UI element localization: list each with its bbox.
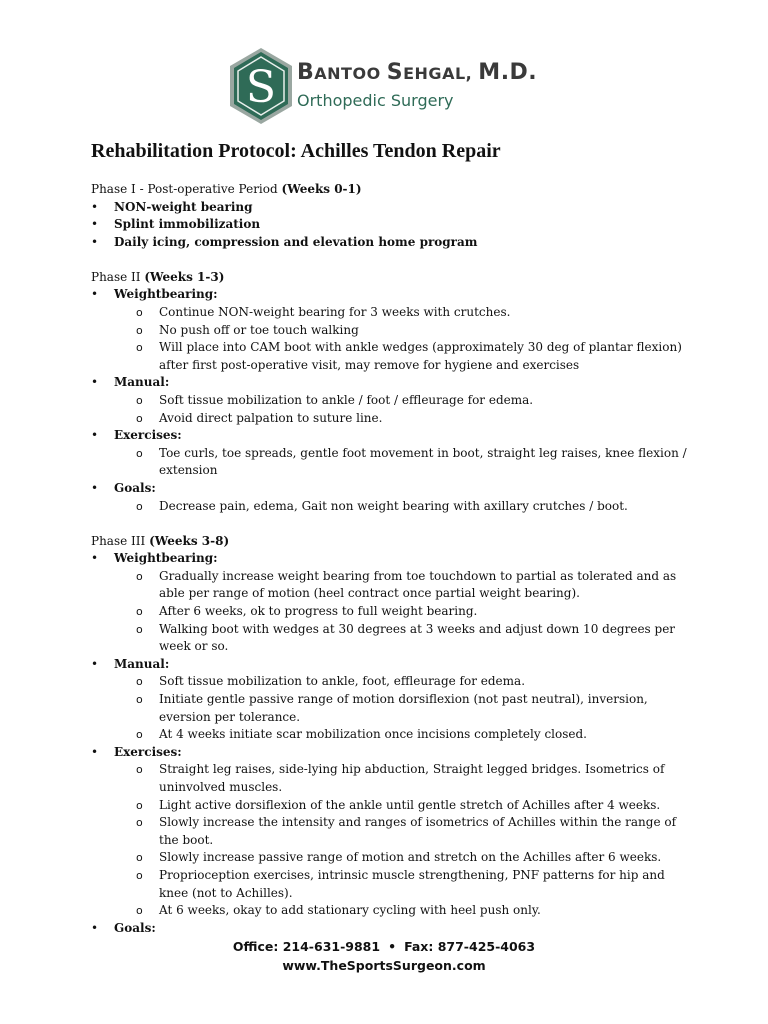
section-gap <box>91 251 691 269</box>
sub-bullet-marker: o <box>136 693 143 707</box>
footer-contact <box>0 939 768 954</box>
sub-bullet-item <box>91 691 691 726</box>
sub-bullet-item <box>91 761 691 796</box>
sub-bullet-item <box>91 568 691 603</box>
sub-bullet-text: Decrease pain, edema, Gait non weight bearing with axillary crutches / boot. <box>159 498 628 513</box>
sub-bullet-text: No push off or toe touch walking <box>159 322 359 337</box>
practice-logo <box>229 47 549 127</box>
logo-monogram: S <box>245 62 277 113</box>
sub-bullet-marker: o <box>136 605 143 619</box>
fax-number: Fax: 877-425-4063 <box>404 939 536 954</box>
bullet-item: • Manual: <box>91 656 691 674</box>
footer-website: www.TheSportsSurgeon.com <box>282 958 486 973</box>
sub-bullet-item <box>91 392 691 410</box>
phase-heading-text: Phase III <box>91 533 146 548</box>
phase-heading <box>91 269 691 287</box>
footer-separator: • <box>388 939 397 954</box>
sub-bullet-item <box>91 726 691 744</box>
sub-bullet-marker: o <box>136 411 143 425</box>
name-rest-1: ANTOO <box>314 64 381 83</box>
sub-bullet-item <box>91 445 691 480</box>
sub-bullet-item <box>91 498 691 516</box>
sub-bullet-text: Light active dorsiflexion of the ankle until gentle stretch of Achilles after 4 weeks. <box>159 797 661 812</box>
protocol-content <box>91 181 691 937</box>
document-title: Rehabilitation Protocol: Achilles Tendon Repair <box>91 140 501 162</box>
bullet-item: • Goals: <box>91 480 691 498</box>
sub-bullet-item <box>91 814 691 849</box>
sub-bullet-marker: o <box>136 868 143 882</box>
name-initial-1: B <box>297 60 315 85</box>
name-initial-2: S <box>386 60 404 85</box>
sub-bullet-marker: o <box>136 851 143 865</box>
sub-bullet-marker: o <box>136 499 143 513</box>
sub-bullet-marker: o <box>136 394 143 408</box>
sub-bullet-text: Toe curls, toe spreads, gentle foot movement in boot, straight leg raises, knee flexion / extension <box>159 445 687 478</box>
bullet-item: • Manual: <box>91 374 691 392</box>
sub-bullet-item <box>91 339 691 374</box>
sub-bullet-item <box>91 673 691 691</box>
sub-bullet-marker: o <box>136 622 143 636</box>
bullet-item: • Exercises: <box>91 744 691 762</box>
bullet-item: • Goals: <box>91 920 691 938</box>
sub-bullet-marker: o <box>136 816 143 830</box>
hexagon-monogram-icon <box>229 47 293 125</box>
sub-bullet-text: Walking boot with wedges at 30 degrees at 3 weeks and adjust down 10 degrees per week or so. <box>159 621 676 654</box>
sub-bullet-text: Gradually increase weight bearing from toe touchdown to partial as tolerated and as able per range of motion (heel contract once partial weight bearing). <box>159 568 677 601</box>
bullet-item: • Weightbearing: <box>91 286 691 304</box>
bullet-item: • Daily icing, compression and elevation home program <box>91 234 691 252</box>
sub-bullet-text: Soft tissue mobilization to ankle / foot / effleurage for edema. <box>159 393 534 408</box>
phase-heading-text: Phase I - Post-operative Period <box>91 182 278 196</box>
sub-bullet-text: At 4 weeks initiate scar mobilization once incisions completely closed. <box>159 727 587 742</box>
sub-bullet-marker: o <box>136 341 143 355</box>
phase-weeks: (Weeks 3-8) <box>149 533 230 548</box>
sub-bullet-item <box>91 902 691 920</box>
sub-bullet-text: Slowly increase the intensity and ranges of isometrics of Achilles within the range of the boot. <box>159 815 677 847</box>
sub-bullet-text: At 6 weeks, okay to add stationary cycling with heel push only. <box>159 903 541 918</box>
sub-bullet-item <box>91 867 691 902</box>
sub-bullet-marker: o <box>136 323 143 337</box>
section-gap <box>91 515 691 533</box>
sub-bullet-marker: o <box>136 306 143 320</box>
phase-heading-text: Phase II <box>91 269 141 284</box>
bullet-item: • Splint immobilization <box>91 216 691 234</box>
sub-bullet-text: Initiate gentle passive range of motion dorsiflexion (not past neutral), inversion, eversion per tolerance. <box>159 692 648 724</box>
sub-bullet-text: Straight leg raises, side-lying hip abduction, Straight legged bridges. Isometrics of uninvolved muscles. <box>159 762 665 794</box>
sub-bullet-marker: o <box>136 446 143 460</box>
bullet-item: • NON-weight bearing <box>91 199 691 217</box>
sub-bullet-text: Slowly increase passive range of motion and stretch on the Achilles after 6 weeks. <box>159 850 662 865</box>
sub-bullet-text: Continue NON-weight bearing for 3 weeks with crutches. <box>159 305 511 320</box>
sub-bullet-text: Soft tissue mobilization to ankle, foot, effleurage for edema. <box>159 674 526 689</box>
sub-bullet-marker: o <box>136 675 143 689</box>
sub-bullet-item <box>91 322 691 340</box>
sub-bullet-item <box>91 849 691 867</box>
sub-bullet-text: After 6 weeks, ok to progress to full weight bearing. <box>159 604 478 619</box>
office-phone: Office: 214-631-9881 <box>232 939 381 954</box>
name-rest-2: EHGAL, <box>403 64 473 83</box>
phase-weeks: (Weeks 0-1) <box>281 182 362 196</box>
bullet-item: • Weightbearing: <box>91 550 691 568</box>
sub-bullet-item <box>91 410 691 428</box>
sub-bullet-item <box>91 304 691 322</box>
bullet-item: • Exercises: <box>91 427 691 445</box>
name-suffix: M.D. <box>478 60 538 85</box>
phase-weeks: (Weeks 1-3) <box>144 269 225 284</box>
sub-bullet-text: Proprioception exercises, intrinsic muscle strengthening, PNF patterns for hip and knee (not to Achilles). <box>159 867 665 900</box>
phase-heading <box>91 533 691 551</box>
sub-bullet-marker: o <box>136 763 143 777</box>
sub-bullet-marker: o <box>136 569 143 583</box>
sub-bullet-text: Will place into CAM boot with ankle wedges (approximately 30 deg of plantar flexion) after first post-operative visit, may remove for hygiene and exercises <box>159 340 682 372</box>
sub-bullet-item <box>91 603 691 621</box>
practice-subtitle: Orthopedic Surgery <box>297 91 454 110</box>
sub-bullet-item <box>91 621 691 656</box>
sub-bullet-marker: o <box>136 904 143 918</box>
sub-bullet-text: Avoid direct palpation to suture line. <box>159 410 383 425</box>
sub-bullet-marker: o <box>136 728 143 742</box>
phase-heading <box>91 181 691 199</box>
practice-name <box>297 60 537 85</box>
sub-bullet-marker: o <box>136 798 143 812</box>
sub-bullet-item <box>91 797 691 815</box>
